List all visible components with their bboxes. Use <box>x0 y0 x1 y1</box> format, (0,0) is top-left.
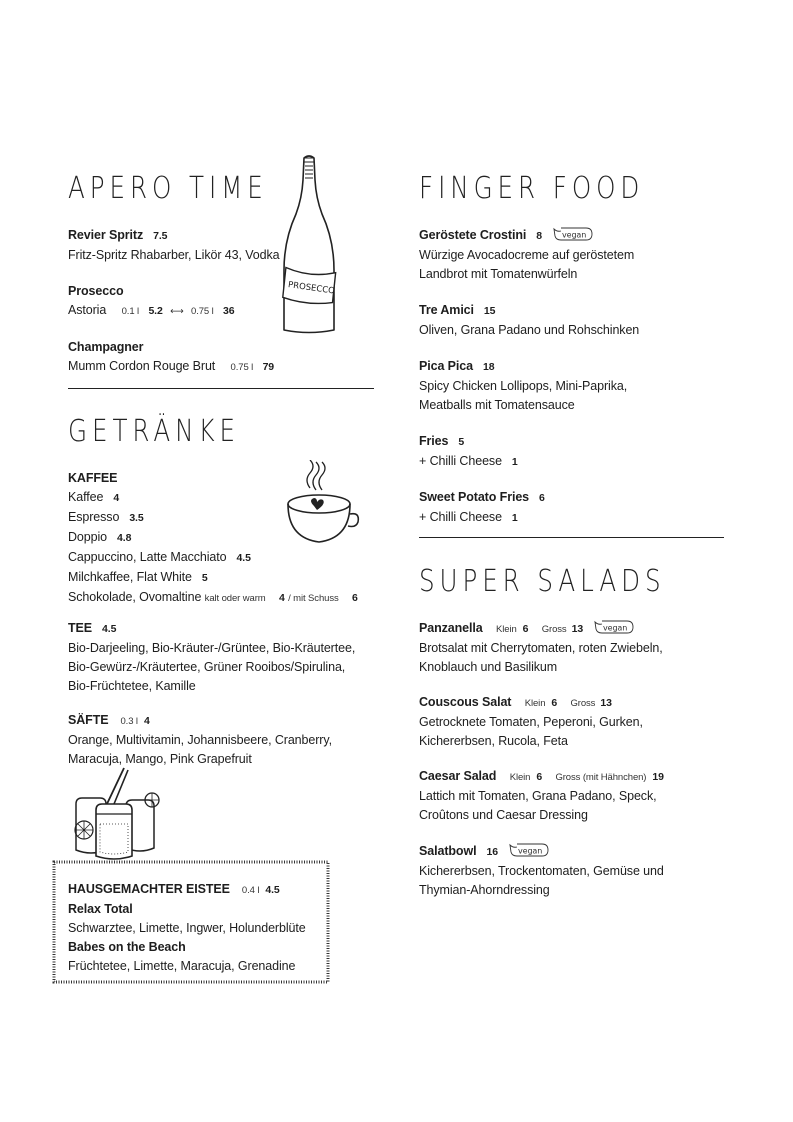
gross-price: 13 <box>571 623 584 635</box>
size-label: 0.1 l <box>121 306 140 317</box>
addon-price: 1 <box>511 456 518 468</box>
menu-row <box>68 508 368 528</box>
vegan-text: vegan <box>603 623 628 633</box>
vegan-badge <box>509 843 549 857</box>
apero-item-revier-spritz <box>68 226 368 265</box>
saefte-size: 0.3 l <box>120 716 138 727</box>
menu-row <box>68 488 368 508</box>
item-price: 79 <box>262 361 275 373</box>
tee-line: Bio-Darjeeling, Bio-Kräuter-/Grüntee, Bio-Kräutertee, <box>68 641 356 655</box>
bottle-label-text: PROSECCO <box>287 280 336 297</box>
item-price: 5 <box>458 436 465 448</box>
item-name: Sweet Potato Fries <box>419 490 530 504</box>
menu-row <box>68 528 368 548</box>
ff-item-fries <box>419 432 719 472</box>
row-price: 5 <box>201 572 208 584</box>
klein-price: 6 <box>522 623 529 635</box>
tee-line: Bio-Gewürz-/Kräutertee, Grüner Rooibos/Spirulina, <box>68 660 346 674</box>
item-price: 16 <box>486 846 498 858</box>
item-name: Fries <box>419 434 449 448</box>
eistee-heading: HAUSGEMACHTER EISTEE <box>68 882 230 896</box>
ff-item-sweet-potato-fries <box>419 488 719 528</box>
salad-item-caesar <box>419 767 739 825</box>
gross-label: Gross <box>570 698 596 709</box>
ff-item-pica-pica <box>419 357 719 415</box>
klein-price: 6 <box>536 771 543 783</box>
addon-label: + Chilli Cheese <box>419 454 502 468</box>
item-desc: Thymian-Ahorndressing <box>419 883 550 897</box>
salad-item-panzanella <box>419 619 739 677</box>
eistee-content <box>68 880 324 976</box>
row-label: Cappuccino, Latte Macchiato <box>68 550 227 564</box>
eistee-price: 4.5 <box>265 884 280 896</box>
row-note: kalt oder warm <box>204 593 266 604</box>
ff-item-crostini <box>419 226 719 284</box>
item-price: 8 <box>536 230 543 242</box>
item-desc: Schwarztee, Limette, Ingwer, Holunderblüte <box>68 921 306 935</box>
salad-item-couscous <box>419 693 739 751</box>
item-name: Pica Pica <box>419 359 474 373</box>
eistee-box <box>52 860 330 984</box>
item-desc: Kichererbsen, Rucola, Feta <box>419 734 568 748</box>
gross-price: 13 <box>600 697 612 709</box>
klein-label: Klein <box>524 698 546 709</box>
row-price: 4.5 <box>236 552 251 564</box>
item-price: 7.5 <box>153 230 168 242</box>
item-name: Tre Amici <box>419 303 474 317</box>
section-divider <box>419 537 724 538</box>
menu-row <box>68 588 368 608</box>
item-name: Panzanella <box>419 621 483 635</box>
item-price: 36 <box>223 305 235 317</box>
row-price: 6 <box>352 592 358 604</box>
vegan-text: vegan <box>518 846 543 856</box>
section-divider <box>68 388 374 389</box>
iced-tea-jars-illustration <box>70 766 162 862</box>
gross-label: Gross <box>541 624 567 635</box>
item-desc: Spicy Chicken Lollipops, Mini-Paprika, <box>419 379 628 393</box>
vegan-text: vegan <box>562 230 587 240</box>
item-name: Prosecco <box>68 284 124 298</box>
item-desc: Oliven, Grana Padano und Rohschinken <box>419 323 640 337</box>
klein-label: Klein <box>496 624 517 635</box>
item-name: Caesar Salad <box>419 769 497 783</box>
row-price: 4 <box>113 492 120 504</box>
saefte-line: Maracuja, Mango, Pink Grapefruit <box>68 752 252 766</box>
addon-label: + Chilli Cheese <box>419 510 502 524</box>
tee-section <box>68 619 368 696</box>
item-desc: Kichererbsen, Trockentomaten, Gemüse und <box>419 864 664 878</box>
row-label: Milchkaffee, Flat White <box>68 570 192 584</box>
item-desc: Brotsalat mit Cherrytomaten, roten Zwiebeln, <box>419 641 663 655</box>
item-name: Relax Total <box>68 902 133 916</box>
saefte-section <box>68 711 368 769</box>
item-desc: Lattich mit Tomaten, Grana Padano, Speck, <box>419 789 657 803</box>
row-label: Kaffee <box>68 490 104 504</box>
item-name: Champagner <box>68 340 144 354</box>
salad-item-salatbowl <box>419 842 739 900</box>
item-desc: Meatballs mit Tomatensauce <box>419 398 575 412</box>
menu-row <box>68 548 368 568</box>
gross-price: 19 <box>652 771 664 783</box>
row-price: 3.5 <box>129 512 144 524</box>
saefte-price: 4 <box>143 715 150 727</box>
item-desc: Knoblauch und Basilikum <box>419 660 558 674</box>
item-desc: Früchtetee, Limette, Maracuja, Grenadine <box>68 959 296 973</box>
vegan-badge <box>594 620 634 634</box>
item-desc: Würzige Avocadocreme auf geröstetem <box>419 248 635 262</box>
item-name: Babes on the Beach <box>68 940 186 954</box>
tee-heading: TEE <box>68 621 93 635</box>
klein-price: 6 <box>551 697 558 709</box>
klein-label: Klein <box>509 772 531 783</box>
item-name: Revier Spritz <box>68 228 144 242</box>
item-desc: Fritz-Spritz Rhabarber, Likör 43, Vodka <box>68 248 280 262</box>
row-price: 4 <box>278 592 285 604</box>
row-label: Doppio <box>68 530 108 544</box>
menu-row <box>68 568 368 588</box>
row-price: 4.8 <box>117 532 132 544</box>
addon-price: 1 <box>511 512 518 524</box>
item-name: Geröstete Crostini <box>419 228 527 242</box>
finger-food-title: FINGER FOOD <box>419 171 645 206</box>
item-price: 5.2 <box>148 305 163 317</box>
row-label: Espresso <box>68 510 120 524</box>
salads-title: SUPER SALADS <box>419 564 666 599</box>
item-price: 15 <box>483 305 496 317</box>
kaffee-section <box>68 469 368 608</box>
apero-item-champagner <box>68 338 368 377</box>
tee-line: Bio-Früchtetee, Kamille <box>68 679 196 693</box>
ff-item-tre-amici <box>419 301 719 340</box>
arrow-icon: ⟷ <box>170 306 184 317</box>
size-label: 0.75 l <box>230 362 254 373</box>
item-desc: Astoria <box>68 303 107 317</box>
row-label: Schokolade, Ovomaltine <box>68 590 202 604</box>
vegan-badge <box>553 227 593 241</box>
apero-title: APERO TIME <box>68 171 268 206</box>
item-price: 6 <box>539 492 545 504</box>
row-note: / mit Schuss <box>288 593 339 604</box>
kaffee-heading: KAFFEE <box>68 471 118 485</box>
saefte-heading: SÄFTE <box>68 713 109 727</box>
item-name: Salatbowl <box>419 844 477 858</box>
item-desc: Landbrot mit Tomatenwürfeln <box>419 267 578 281</box>
gross-label: Gross (mit Hähnchen) <box>555 772 647 783</box>
saefte-line: Orange, Multivitamin, Johannisbeere, Cranberry, <box>68 733 332 747</box>
item-desc: Croûtons und Caesar Dressing <box>419 808 588 822</box>
eistee-size: 0.4 l <box>241 885 260 896</box>
apero-item-prosecco <box>68 282 368 321</box>
size-label: 0.75 l <box>191 306 214 317</box>
getraenke-title: GETRÄNKE <box>68 414 240 449</box>
item-name: Couscous Salat <box>419 695 512 709</box>
tee-price: 4.5 <box>102 623 117 635</box>
item-desc: Getrocknete Tomaten, Peperoni, Gurken, <box>419 715 643 729</box>
item-desc: Mumm Cordon Rouge Brut <box>68 359 216 373</box>
item-price: 18 <box>483 361 495 373</box>
